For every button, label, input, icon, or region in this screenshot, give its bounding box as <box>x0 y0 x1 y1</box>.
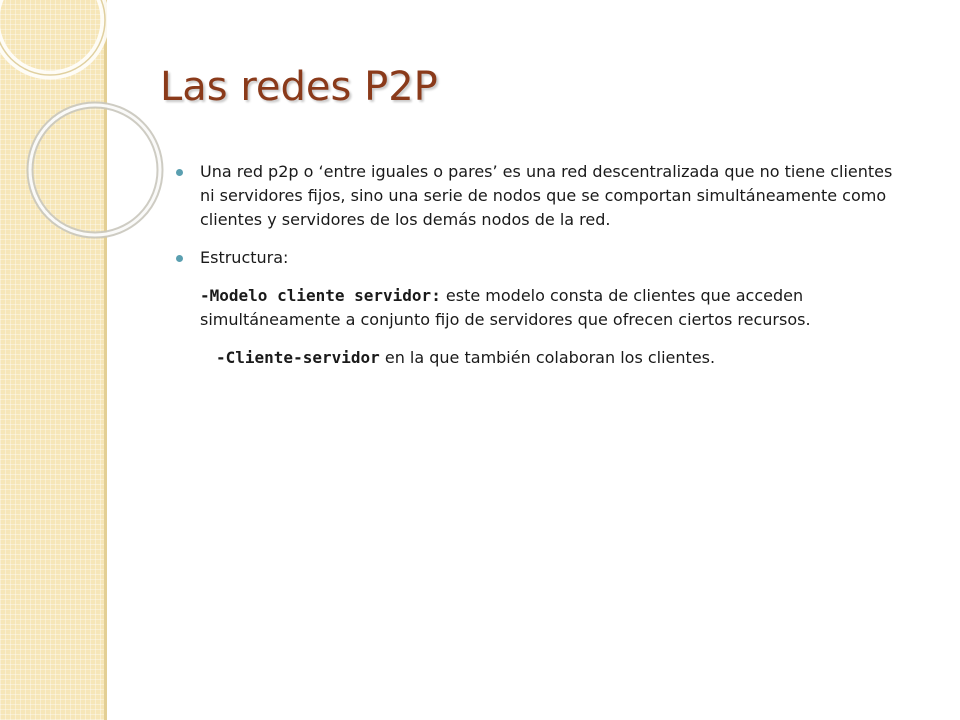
bullet-text: Estructura: <box>200 248 289 267</box>
decorative-ring-small-inner <box>30 105 160 235</box>
sub-item-text: en la que también colaboran los clientes. <box>379 348 716 367</box>
slide-title: Las redes P2P <box>160 64 438 110</box>
bullet-dot-icon <box>176 169 183 176</box>
sub-item <box>216 346 896 370</box>
bullet-text: Una red p2p o ‘entre iguales o pares’ es una red descentralizada que no tiene clientes ni servidores fijos, sino una serie de nodos que se comportan simultáneamente como clientes y servidores de los demás nodos de la red. <box>200 162 893 229</box>
sub-item <box>200 284 896 332</box>
slide-content <box>176 160 896 384</box>
sub-item-text: este modelo consta de clientes que acceden simultáneamente a conjunto fijo de servidores que ofrecen ciertos recursos. <box>200 286 811 329</box>
bullet-item <box>176 160 896 232</box>
sub-item-term: -Cliente-servidor <box>216 348 380 367</box>
sub-item-term: -Modelo cliente servidor: <box>200 286 441 305</box>
bullet-dot-icon <box>176 255 183 262</box>
bullet-item <box>176 246 896 270</box>
